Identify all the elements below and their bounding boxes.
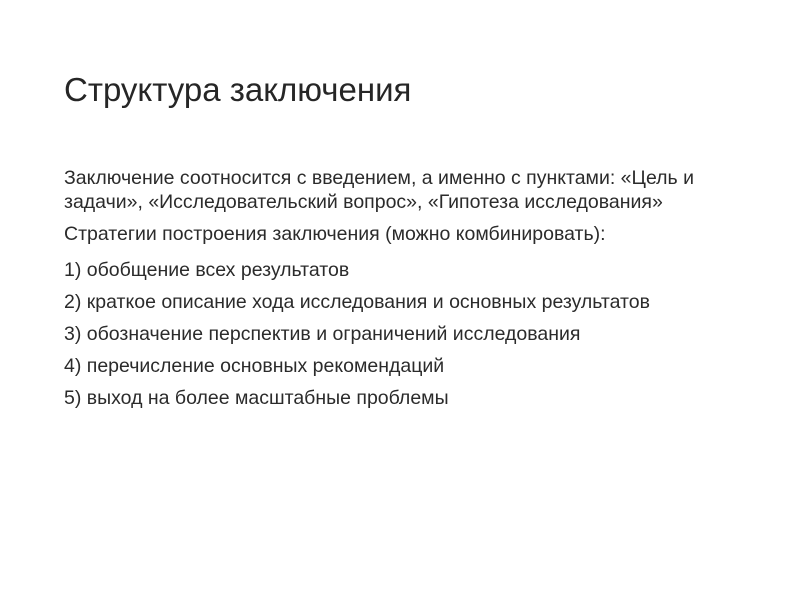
slide-title: Структура заключения: [64, 71, 412, 108]
slide-body: [64, 166, 744, 418]
list-item: 2) краткое описание хода исследования и основных результатов: [64, 291, 650, 313]
strategies-list: [64, 258, 744, 410]
strategies-heading: Стратегии построения заключения (можно комбинировать):: [64, 223, 606, 245]
list-item: 1) обобщение всех результатов: [64, 259, 350, 281]
list-item: 4) перечисление основных рекомендаций: [64, 355, 445, 377]
intro-paragraph: Заключение соотносится с введением, а именно с пунктами: «Цель и задачи», «Исследовательский вопрос», «Гипотеза исследования»: [64, 167, 694, 213]
list-item: 3) обозначение перспектив и ограничений исследования: [64, 323, 581, 345]
list-item: 5) выход на более масштабные проблемы: [64, 387, 449, 409]
